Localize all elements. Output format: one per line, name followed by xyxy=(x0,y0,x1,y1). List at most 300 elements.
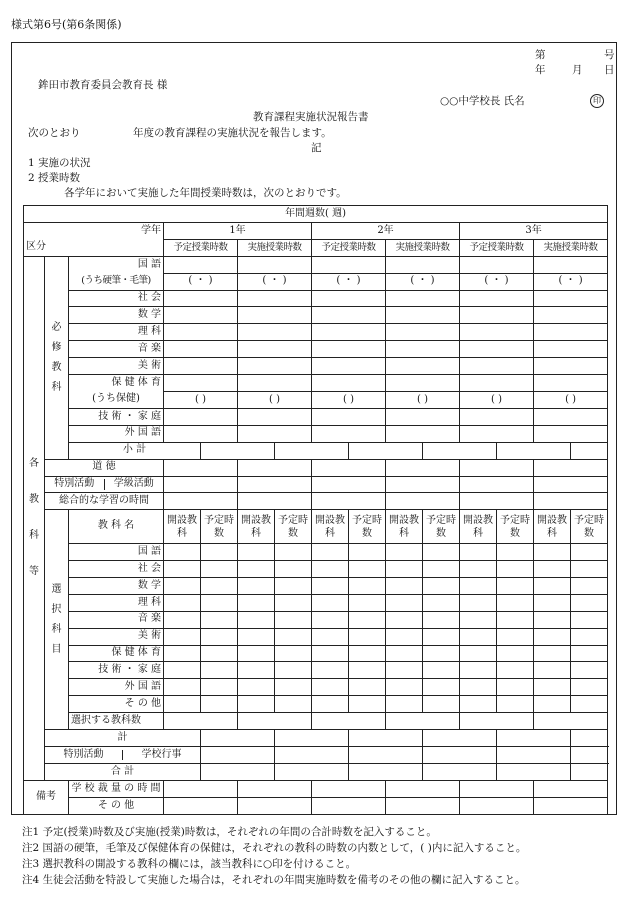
yotei-cell[interactable] xyxy=(201,696,238,713)
kaisetsu-cell[interactable] xyxy=(460,594,497,611)
cell[interactable] xyxy=(238,307,312,324)
yotei-cell[interactable] xyxy=(275,696,312,713)
cell[interactable] xyxy=(238,375,312,392)
cell[interactable] xyxy=(386,459,460,476)
cell[interactable] xyxy=(312,290,386,307)
kaisetsu-cell[interactable] xyxy=(238,594,275,611)
kaisetsu-cell[interactable] xyxy=(460,679,497,696)
kaisetsu-cell[interactable] xyxy=(312,696,349,713)
paren-cell[interactable]: ( ・ ) xyxy=(312,273,386,290)
cell[interactable] xyxy=(201,730,275,747)
subject-gaikoku: 外 国 語 xyxy=(69,425,164,442)
cell[interactable] xyxy=(386,713,460,730)
kaisetsu-cell[interactable] xyxy=(386,645,423,662)
paren-cell[interactable]: ( ) xyxy=(312,391,386,408)
cell[interactable] xyxy=(349,763,423,780)
cell[interactable] xyxy=(164,324,238,341)
tokkatsu-label: 特別活動 xyxy=(45,479,105,490)
cell[interactable] xyxy=(460,780,534,797)
yotei-cell[interactable] xyxy=(349,679,386,696)
cell[interactable] xyxy=(386,358,460,375)
yotei-header: 予定時数 xyxy=(349,510,386,544)
yotei-cell[interactable] xyxy=(497,696,534,713)
cell[interactable] xyxy=(534,408,608,425)
yotei-cell[interactable] xyxy=(571,628,608,645)
yotei-cell[interactable] xyxy=(497,679,534,696)
cell[interactable] xyxy=(386,493,460,510)
cell[interactable] xyxy=(386,797,460,814)
yotei-cell[interactable] xyxy=(423,561,460,578)
yotei-cell[interactable] xyxy=(275,645,312,662)
cell[interactable] xyxy=(164,256,238,273)
cell[interactable] xyxy=(238,290,312,307)
kaisetsu-cell[interactable] xyxy=(238,628,275,645)
cell[interactable] xyxy=(312,375,386,392)
cell[interactable] xyxy=(460,408,534,425)
yotei-cell[interactable] xyxy=(275,679,312,696)
yotei-cell[interactable] xyxy=(497,662,534,679)
kei-label: 計 xyxy=(45,730,201,747)
subject-rika: 理 科 xyxy=(69,324,164,341)
cell[interactable] xyxy=(423,730,497,747)
cell[interactable] xyxy=(312,307,386,324)
kaisetsu-cell[interactable] xyxy=(386,628,423,645)
kaisetsu-cell[interactable] xyxy=(164,628,201,645)
yotei-cell[interactable] xyxy=(275,594,312,611)
yotei-cell[interactable] xyxy=(497,611,534,628)
cell[interactable] xyxy=(275,763,349,780)
group-kaku-kyoka: 各 教 科 等 xyxy=(24,256,45,780)
cell[interactable] xyxy=(312,493,386,510)
kaisetsu-cell[interactable] xyxy=(238,561,275,578)
addressee: 鉾田市教育委員会教育長 様 xyxy=(38,79,168,91)
cell[interactable] xyxy=(460,341,534,358)
elective-subject: 美 術 xyxy=(69,628,164,645)
kaisetsu-cell[interactable] xyxy=(164,594,201,611)
yotei-header: 予定時数 xyxy=(497,510,534,544)
kaisetsu-cell[interactable] xyxy=(534,561,571,578)
yotei-cell[interactable] xyxy=(571,577,608,594)
cell[interactable] xyxy=(534,290,608,307)
kaisetsu-cell[interactable] xyxy=(534,594,571,611)
paren-cell[interactable]: ( ・ ) xyxy=(386,273,460,290)
kaisetsu-cell[interactable] xyxy=(534,544,571,561)
cell[interactable] xyxy=(275,747,349,764)
cell[interactable] xyxy=(312,324,386,341)
kaisetsu-cell[interactable] xyxy=(164,679,201,696)
cell[interactable] xyxy=(238,713,312,730)
cell[interactable] xyxy=(164,290,238,307)
cell[interactable] xyxy=(238,459,312,476)
cell[interactable] xyxy=(534,307,608,324)
cell[interactable] xyxy=(164,341,238,358)
yotei-cell[interactable] xyxy=(275,611,312,628)
cell[interactable] xyxy=(423,442,497,459)
cell[interactable] xyxy=(164,425,238,442)
yotei-cell[interactable] xyxy=(571,594,608,611)
cell[interactable] xyxy=(238,408,312,425)
number-suffix: 号 xyxy=(604,49,615,61)
cell[interactable] xyxy=(460,493,534,510)
cell[interactable] xyxy=(312,476,386,493)
elective-subject: 外 国 語 xyxy=(69,679,164,696)
note-1: 注1 予定(授業)時数及び実施(授業)時数は，それぞれの年間の合計時数を記入すること。 xyxy=(22,826,437,838)
kaisetsu-cell[interactable] xyxy=(238,679,275,696)
cell[interactable] xyxy=(312,256,386,273)
kaisetsu-cell[interactable] xyxy=(534,611,571,628)
cell[interactable] xyxy=(164,358,238,375)
cell[interactable] xyxy=(164,375,238,392)
yotei-cell[interactable] xyxy=(349,544,386,561)
yotei-cell[interactable] xyxy=(571,662,608,679)
kaisetsu-cell[interactable] xyxy=(238,645,275,662)
elective-subject: 理 科 xyxy=(69,594,164,611)
paren-cell[interactable]: ( ) xyxy=(460,391,534,408)
yotei-cell[interactable] xyxy=(497,628,534,645)
yotei-cell[interactable] xyxy=(423,611,460,628)
yotei-cell[interactable] xyxy=(349,645,386,662)
subject-gijutsu: 技 術 ・ 家 庭 xyxy=(69,408,164,425)
cell[interactable] xyxy=(312,780,386,797)
cell[interactable] xyxy=(164,307,238,324)
item-1: 1 実施の状況 xyxy=(28,157,91,169)
cell[interactable] xyxy=(238,358,312,375)
cell[interactable] xyxy=(312,358,386,375)
ki-label: 記 xyxy=(311,142,322,154)
group-hisshu-kyoka: 必 修 教 科 xyxy=(45,256,69,459)
kaisetsu-cell[interactable] xyxy=(386,662,423,679)
kaisetsu-cell[interactable] xyxy=(386,577,423,594)
cell[interactable] xyxy=(386,375,460,392)
cell[interactable] xyxy=(460,256,534,273)
cell[interactable] xyxy=(460,307,534,324)
cell[interactable] xyxy=(534,425,608,442)
kaisetsu-cell[interactable] xyxy=(386,696,423,713)
kaisetsu-header: 開設教科 xyxy=(164,510,201,544)
date-year: 年 xyxy=(535,64,546,76)
kaisetsu-cell[interactable] xyxy=(238,696,275,713)
kaisetsu-cell[interactable] xyxy=(534,628,571,645)
yotei-cell[interactable] xyxy=(423,628,460,645)
paren-cell[interactable]: ( ) xyxy=(164,391,238,408)
grade-3-actual: 実施授業時数 xyxy=(534,239,608,256)
kaisetsu-cell[interactable] xyxy=(238,662,275,679)
yotei-cell[interactable] xyxy=(571,544,608,561)
cell[interactable] xyxy=(164,476,238,493)
kaisetsu-cell[interactable] xyxy=(386,594,423,611)
cell[interactable] xyxy=(386,408,460,425)
cell[interactable] xyxy=(238,476,312,493)
yotei-cell[interactable] xyxy=(571,645,608,662)
cell[interactable] xyxy=(312,341,386,358)
kaisetsu-cell[interactable] xyxy=(164,611,201,628)
kaisetsu-cell[interactable] xyxy=(312,594,349,611)
paren-cell[interactable]: ( ) xyxy=(386,391,460,408)
cell[interactable] xyxy=(534,459,608,476)
yotei-cell[interactable] xyxy=(349,561,386,578)
yotei-cell[interactable] xyxy=(275,662,312,679)
yotei-cell[interactable] xyxy=(201,679,238,696)
cell[interactable] xyxy=(571,763,608,780)
cell[interactable] xyxy=(349,730,423,747)
yotei-cell[interactable] xyxy=(201,561,238,578)
cell[interactable] xyxy=(534,493,608,510)
cell[interactable] xyxy=(386,290,460,307)
cell[interactable] xyxy=(275,442,349,459)
yotei-cell[interactable] xyxy=(571,561,608,578)
kaisetsu-cell[interactable] xyxy=(312,645,349,662)
cell[interactable] xyxy=(238,324,312,341)
kaisetsu-cell[interactable] xyxy=(534,662,571,679)
kaisetsu-cell[interactable] xyxy=(534,679,571,696)
cell[interactable] xyxy=(497,747,571,764)
cell[interactable] xyxy=(312,459,386,476)
elective-subject: 音 楽 xyxy=(69,611,164,628)
cell[interactable] xyxy=(460,324,534,341)
cell[interactable] xyxy=(386,307,460,324)
cell[interactable] xyxy=(312,425,386,442)
cell[interactable] xyxy=(534,780,608,797)
kaisetsu-cell[interactable] xyxy=(312,611,349,628)
cell[interactable] xyxy=(497,730,571,747)
item-2-description: 各学年において実施した年間授業時数は，次のとおりです。 xyxy=(64,187,347,199)
paren-cell[interactable]: ( ・ ) xyxy=(460,273,534,290)
cell[interactable] xyxy=(460,290,534,307)
kaisetsu-cell[interactable] xyxy=(312,544,349,561)
cell[interactable] xyxy=(460,375,534,392)
yotei-cell[interactable] xyxy=(349,628,386,645)
note-2: 注2 国語の硬筆，毛筆及び保健体育の保健は，それぞれの教科の時数の内数として，( )内に記入すること。 xyxy=(22,842,527,854)
yotei-cell[interactable] xyxy=(497,577,534,594)
kaisetsu-cell[interactable] xyxy=(534,577,571,594)
cell[interactable] xyxy=(571,747,608,764)
kaisetsu-cell[interactable] xyxy=(386,544,423,561)
kaisetsu-cell[interactable] xyxy=(460,611,497,628)
cell[interactable] xyxy=(534,476,608,493)
kaisetsu-cell[interactable] xyxy=(238,544,275,561)
yotei-cell[interactable] xyxy=(275,561,312,578)
kaisetsu-cell[interactable] xyxy=(460,662,497,679)
cell[interactable] xyxy=(238,780,312,797)
yotei-cell[interactable] xyxy=(275,628,312,645)
yotei-cell[interactable] xyxy=(201,594,238,611)
cell[interactable] xyxy=(386,324,460,341)
kaisetsu-cell[interactable] xyxy=(164,645,201,662)
yotei-cell[interactable] xyxy=(275,544,312,561)
yotei-cell[interactable] xyxy=(201,544,238,561)
grade-1-actual: 実施授業時数 xyxy=(238,239,312,256)
cell[interactable] xyxy=(460,358,534,375)
kaisetsu-cell[interactable] xyxy=(386,679,423,696)
yotei-cell[interactable] xyxy=(201,645,238,662)
cell[interactable] xyxy=(497,442,571,459)
grade-1-planned: 予定授業時数 xyxy=(164,239,238,256)
cell[interactable] xyxy=(238,493,312,510)
yotei-cell[interactable] xyxy=(423,544,460,561)
paren-cell[interactable]: ( ) xyxy=(238,391,312,408)
cell[interactable] xyxy=(164,797,238,814)
yotei-cell[interactable] xyxy=(571,679,608,696)
cell[interactable] xyxy=(275,730,349,747)
cell[interactable] xyxy=(460,797,534,814)
cell[interactable] xyxy=(460,459,534,476)
cell[interactable] xyxy=(164,780,238,797)
cell[interactable] xyxy=(312,408,386,425)
gakko-gyoji-label: 学校行事 xyxy=(141,748,182,760)
yotei-header: 予定時数 xyxy=(423,510,460,544)
kaisetsu-cell[interactable] xyxy=(460,544,497,561)
subject-kokugo: 国 語 xyxy=(69,256,164,273)
cell[interactable] xyxy=(386,256,460,273)
cell[interactable] xyxy=(238,256,312,273)
tokkatsu-gyoji xyxy=(45,747,201,764)
kaisetsu-cell[interactable] xyxy=(164,577,201,594)
kaisetsu-header: 開設教科 xyxy=(238,510,275,544)
cell[interactable] xyxy=(312,797,386,814)
cell[interactable] xyxy=(164,408,238,425)
paren-cell[interactable]: ( ) xyxy=(534,391,608,408)
cell[interactable] xyxy=(312,713,386,730)
yotei-cell[interactable] xyxy=(349,577,386,594)
cell[interactable] xyxy=(201,763,275,780)
cell[interactable] xyxy=(201,442,275,459)
yotei-cell[interactable] xyxy=(497,645,534,662)
kaisetsu-header: 開設教科 xyxy=(460,510,497,544)
grade-1-header: 1年 xyxy=(164,222,312,239)
kaisetsu-header: 開設教科 xyxy=(534,510,571,544)
subject-ongaku: 音 楽 xyxy=(69,341,164,358)
kaisetsu-cell[interactable] xyxy=(238,577,275,594)
dotoku-label: 道 徳 xyxy=(45,459,164,476)
group-sentaku-kamoku: 選 択 科 目 xyxy=(45,510,69,730)
yotei-cell[interactable] xyxy=(275,577,312,594)
cell[interactable] xyxy=(460,713,534,730)
kaisetsu-cell[interactable] xyxy=(164,662,201,679)
cell[interactable] xyxy=(534,324,608,341)
cell[interactable] xyxy=(460,425,534,442)
subject-hoken-sub: (うち保健) xyxy=(69,391,164,408)
elective-subject: そ の 他 xyxy=(69,696,164,713)
cell[interactable] xyxy=(164,459,238,476)
kaisetsu-cell[interactable] xyxy=(534,645,571,662)
yotei-cell[interactable] xyxy=(349,594,386,611)
cell[interactable] xyxy=(386,341,460,358)
kaisetsu-cell[interactable] xyxy=(312,577,349,594)
cell[interactable] xyxy=(534,341,608,358)
cell[interactable] xyxy=(386,780,460,797)
paren-cell[interactable]: ( ・ ) xyxy=(164,273,238,290)
subtotal-label: 小 計 xyxy=(69,442,201,459)
yotei-cell[interactable] xyxy=(423,696,460,713)
kaisetsu-cell[interactable] xyxy=(460,645,497,662)
cell[interactable] xyxy=(534,797,608,814)
cell[interactable] xyxy=(534,713,608,730)
grade-2-planned: 予定授業時数 xyxy=(312,239,386,256)
kaisetsu-cell[interactable] xyxy=(312,628,349,645)
kaisetsu-header: 開設教科 xyxy=(312,510,349,544)
kaisetsu-cell[interactable] xyxy=(460,628,497,645)
cell[interactable] xyxy=(386,476,460,493)
sairyo-label: 学 校 裁 量 の 時 間 xyxy=(69,780,164,797)
yotei-cell[interactable] xyxy=(201,662,238,679)
kaisetsu-cell[interactable] xyxy=(460,577,497,594)
sender: ○○中学校長 氏名 xyxy=(440,95,525,107)
kaisetsu-cell[interactable] xyxy=(238,611,275,628)
yotei-cell[interactable] xyxy=(349,662,386,679)
kaisetsu-cell[interactable] xyxy=(312,679,349,696)
cell[interactable] xyxy=(349,442,423,459)
subject-hoken: 保 健 体 育 xyxy=(69,375,164,392)
elective-subject: 保 健 体 育 xyxy=(69,645,164,662)
paren-cell[interactable]: ( ・ ) xyxy=(238,273,312,290)
yotei-cell[interactable] xyxy=(349,611,386,628)
yotei-cell[interactable] xyxy=(201,577,238,594)
cell[interactable] xyxy=(423,763,497,780)
grade-label: 学年 xyxy=(24,222,164,239)
paren-cell[interactable]: ( ・ ) xyxy=(534,273,608,290)
cell[interactable] xyxy=(386,425,460,442)
yotei-cell[interactable] xyxy=(423,577,460,594)
cell[interactable] xyxy=(571,730,608,747)
weeks-header: 年間週数( 週) xyxy=(24,206,608,223)
yotei-cell[interactable] xyxy=(497,561,534,578)
yotei-cell[interactable] xyxy=(571,611,608,628)
subject-bijutsu: 美 術 xyxy=(69,358,164,375)
kaisetsu-cell[interactable] xyxy=(386,611,423,628)
yotei-cell[interactable] xyxy=(423,662,460,679)
yotei-cell[interactable] xyxy=(423,679,460,696)
kaisetsu-cell[interactable] xyxy=(312,561,349,578)
yotei-cell[interactable] xyxy=(571,696,608,713)
yotei-cell[interactable] xyxy=(423,645,460,662)
cell[interactable] xyxy=(571,442,608,459)
cell[interactable] xyxy=(534,358,608,375)
intro-suffix: 年度の教育課程の実施状況を報告します。 xyxy=(133,127,332,139)
yotei-cell[interactable] xyxy=(201,628,238,645)
cell[interactable] xyxy=(201,747,275,764)
cell[interactable] xyxy=(497,763,571,780)
cell[interactable] xyxy=(164,493,238,510)
kaisetsu-cell[interactable] xyxy=(534,696,571,713)
kaisetsu-cell[interactable] xyxy=(460,561,497,578)
cell[interactable] xyxy=(534,256,608,273)
cell[interactable] xyxy=(423,747,497,764)
hours-table xyxy=(23,205,608,815)
tokkatsu-gakkyu xyxy=(45,476,164,493)
cell[interactable] xyxy=(460,476,534,493)
yotei-cell[interactable] xyxy=(201,611,238,628)
kaisetsu-cell[interactable] xyxy=(386,561,423,578)
cell[interactable] xyxy=(534,375,608,392)
yotei-cell[interactable] xyxy=(497,594,534,611)
kaisetsu-cell[interactable] xyxy=(164,544,201,561)
kaisetsu-cell[interactable] xyxy=(164,561,201,578)
kaisetsu-cell[interactable] xyxy=(460,696,497,713)
cell[interactable] xyxy=(238,341,312,358)
yotei-cell[interactable] xyxy=(497,544,534,561)
kaisetsu-cell[interactable] xyxy=(164,696,201,713)
yotei-cell[interactable] xyxy=(423,594,460,611)
cell[interactable] xyxy=(349,747,423,764)
sonota-label: そ の 他 xyxy=(69,797,164,814)
biko-label: 備考 xyxy=(24,780,69,814)
note-4: 注4 生徒会活動を特設して実施した場合は，それぞれの年間実施時数を備考のその他の欄に記入すること。 xyxy=(22,874,526,886)
cell[interactable] xyxy=(164,713,238,730)
cell[interactable] xyxy=(238,797,312,814)
kaisetsu-cell[interactable] xyxy=(312,662,349,679)
yotei-cell[interactable] xyxy=(349,696,386,713)
cell[interactable] xyxy=(238,425,312,442)
